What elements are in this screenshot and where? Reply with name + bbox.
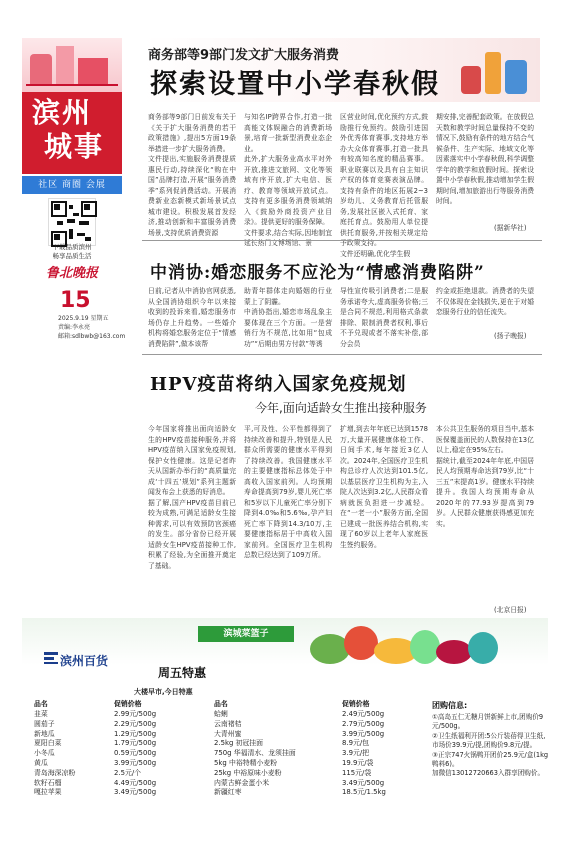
header-price-mid: 促销价格 <box>342 700 370 708</box>
masthead-illustration <box>22 38 122 92</box>
left-item-name: 新地瓜 <box>34 729 55 738</box>
store-logo-icon <box>44 652 58 664</box>
story1-col-3: 区营业时间,优化预约方式,鼓励推行免预约。鼓励引进国外优秀体育赛事,支持地方举办大众体育赛事,打造一批具有较高知名度的精品赛事。职业联赛以及具有自主知识产权的体育竞赛表演品牌。支持有条件的地区拓展2~3岁幼儿、义务教育后托管服务,发展社区嵌入式托育、家庭托育点。鼓励用人单位提供托育服务,并按相关规定给予政策支持。 文件还明确,优化学生假 <box>340 113 428 258</box>
left-item-name: 青岛海深凉粉 <box>34 768 76 777</box>
story3-title: HPV疫苗将纳入国家免疫规划 <box>150 374 407 395</box>
mid-item-price: 115元/袋 <box>342 768 372 777</box>
divider <box>142 240 542 241</box>
mid-item-name: 云南褚桔 <box>214 719 242 728</box>
mid-item-name: 2.5kg 初冠挂面 <box>214 739 264 748</box>
left-item-name: 圆茄子 <box>34 719 55 728</box>
page-number: 15 <box>60 288 91 313</box>
mid-item-price: 2.79元/500g <box>342 719 385 728</box>
ad-week-label: 周五特惠 <box>158 666 207 680</box>
mid-item-name: 750g 华福清水、龙须挂面 <box>214 749 296 758</box>
left-item-name: 软籽石榴 <box>34 778 62 787</box>
store-logo: 滨州百货 <box>60 654 109 668</box>
mid-item-name: 大青州蜜 <box>214 729 242 738</box>
mid-item-name: 内蒙古鲜金蛋小米 <box>214 778 270 787</box>
story2-credit: (扬子晚报) <box>494 332 527 340</box>
group-buy-item: ①高岛五仁无糖月饼新鲜上市,团购价9元/500g。 <box>432 713 544 731</box>
section-bar: 社区 商圈 会展 <box>22 176 122 194</box>
story3-subtitle: 今年,面向适龄女生推出接种服务 <box>255 401 427 415</box>
issue-meta <box>58 314 125 341</box>
mid-item-price: 8.9元/包 <box>342 739 370 748</box>
story2-title: 中消协:婚恋服务不应沦为“情感消费陷阱” <box>150 263 485 283</box>
left-item-price: 2.99元/500g <box>114 710 157 718</box>
left-item-price: 1.79元/500g <box>114 739 157 748</box>
mid-item-price: 3.99元/500g <box>342 729 385 738</box>
qr-caption-line-2: 畅享品质生活 <box>52 252 92 260</box>
masthead-line-2: 城事 <box>44 130 105 163</box>
story1-credit: (据新华社) <box>494 224 527 232</box>
header-name-mid: 品名 <box>214 700 228 708</box>
ad-caption: 大楼早市,今日特惠 <box>134 688 193 696</box>
left-item-price: 4.49元/500g <box>114 778 157 787</box>
left-item-name: 嘎拉苹果 <box>34 788 62 797</box>
issue-date: 2025.9.19 星期五 <box>58 315 109 322</box>
masthead-line-1: 滨州 <box>32 96 93 129</box>
brand-logo: 鲁北晚报 <box>45 266 98 281</box>
story1-title: 探索设置中小学春秋假 <box>150 69 440 100</box>
story1-kicker: 商务部等9部门发文扩大服务消费 <box>148 48 340 63</box>
left-item-price: 3.49元/500g <box>114 788 157 797</box>
mid-item-name: 25kg 中裕原味小麦粉 <box>214 768 282 777</box>
story2-col-2: 助青年群体走向婚姻的行业蒙上了阴霾。 中消协指出,婚恋市场乱象主要体现在三个方面。一是营销行为不规范,比如用“包成功”“后期由男方付款”等诱 <box>244 287 332 348</box>
story3-col-1: 今年国家将推出面向适龄女生的HPV疫苗接种服务,并将HPV疫苗纳入国家免疫规划,保护女性健康。这是记者昨天从国新办举行的“高质量完成‘十四五’规划”系列主题新闻发布会上获悉的好消息。 据了解,国产HPV疫苗目前已较为成熟,可满足适龄女生接种需求,可以有效预防宫颈癌的发生。部分省份已经开展适龄女生HPV疫苗接种工作,积累了经验,为全面推开奠定了基础。 <box>148 425 236 570</box>
story3-col-4: 本公共卫生服务的项目当中,基本医保覆盖面民的人数保持在13亿以上,稳定在95%左右。 据统计,截至2024年年底,中国居民人均预期寿命达到79岁,比“十三五”末提高1岁。健康水平持续提升。我国人均预期寿命从2020年的77.93岁提高到79岁。人民群众健康获得感更加充实。 <box>436 425 534 528</box>
left-item-name: 黄瓜 <box>34 759 48 767</box>
left-item-name: 小冬瓜 <box>34 749 55 758</box>
left-item-price: 2.5元/个 <box>114 768 142 777</box>
masthead <box>22 92 122 174</box>
group-buy-item: ③正宗747火锅鸭开团价25.9元/盒(1kg 鸭料6)。 <box>432 750 549 769</box>
group-buy-info <box>432 700 550 779</box>
qr-caption-line-1: 下载品质滨州 <box>52 243 92 251</box>
story3-col-3: 扩增,到去年年底已达到1578万,大量开展健康体检工作、日间手术,每年接近3亿人次。2024年,全国医疗卫生机构总诊疗人次达到101.5亿,以基层医疗卫生机构为主,入院人次达到3.2亿,人民群众看病就医负担进一步减轻。在“一老一小”服务方面,全国已建成一批医养结合机构,实现了60岁以上老年人家庭医生签约服务。 <box>340 425 428 549</box>
left-item-price: 0.59元/500g <box>114 749 157 758</box>
story2-col-3: 导性宣传吸引消费者;二是服务承诺夸大,虚高服务价格;三是合同不规范,利用格式条款排除、限制消费者权利,事后不予兑现或者不落实补偿,部分会员 <box>340 287 428 348</box>
mid-item-price: 18.5元/1.5kg <box>342 788 386 797</box>
story1-col-4: 期安排,完善配套政策。在放假总天数和教学时间总量保持不变的情况下,鼓励有条件的地方结合气候条件、生产实际、地域文化等因素落实中小学春秋假,科学调整学年的教学和放假时间。探索设置中小学春秋假,推动增加学生假期时间,增加旅游出行等服务消费时间。 <box>436 113 534 205</box>
mid-item-name: 新疆红枣 <box>214 788 242 797</box>
issue-email: 邮箱:sdlbwb@163.com <box>58 333 126 340</box>
mid-item-name: 5kg 中裕特精小麦粉 <box>214 759 278 767</box>
group-buy-item: ②卫生纸福利开团:5公斤装蓓得卫生纸,市场价39.9元/提,团购价9.8元/提。 <box>432 731 546 750</box>
story3-credit: (北京日报) <box>494 606 527 614</box>
story3-col-2: 平,可及性、公平性都得到了持续改善和提升,特别是人民群众所需要的健康水平得到了持续改善。我国健康水平的主要健康指标总体处于中高收入国家前列。人均预期寿命提高到79岁,婴儿死亡率和5岁以下儿童死亡率分别下降到4.0‰和5.6‰,孕产妇死亡率下降到14.3/10万,主要健康指标居于中高收入国家前列。全国医疗卫生机构总数已经达到了109万所。 <box>244 425 332 559</box>
qr-caption <box>22 243 122 261</box>
left-item-price: 1.29元/500g <box>114 729 157 738</box>
story1-col-2: 与知名IP跨界合作,打造一批高能文体娱融合的消费新场景,培育一批新型消费业态企业。 此外,扩大服务业高水平对外开放,推进文旅网、文化等领域有序开放,扩大电信、医疗、教育等领域开放试点。支持有更多服务消费领域纳入《鼓励外商投资产业目录》。提供更好的服务保障。 文件要求,结合实际,因地制宜延长热门文博场馆、景 <box>244 113 332 247</box>
ad-vegetable-photo <box>300 620 540 672</box>
qr-code <box>48 198 96 246</box>
story2-col-1: 日前,记者从中消协官网获悉,从全国消协组织今年以来接收到的投诉来看,婚恋服务市场仍存上升趋势。一些婚介机构将婚恋服务定位于“情感消费陷阱”,做本该帮 <box>148 287 236 348</box>
left-item-name: 韭菜 <box>34 710 48 718</box>
left-item-price: 2.29元/500g <box>114 719 157 728</box>
issue-editor: 责编:李永亮 <box>58 324 91 331</box>
story2-col-4: 约金或拒绝退款。消费者的失望不仅体现在金钱损失,更在于对婚恋服务行业的信任流失。 <box>436 287 534 316</box>
mid-item-price: 3.49元/500g <box>342 778 385 787</box>
mid-item-price: 2.49元/500g <box>342 710 385 718</box>
story1-illustration <box>455 42 535 98</box>
story1-col-1: 商务部等9部门日前发布关于《关于扩大服务消费的若干政策措施》,提出5方面19条举措进一步扩大服务消费。 文件提出,实施服务消费提质惠民行动,持续深化“购在中国”品牌打造,开展“服务消费季”系列促消费活动。开展消费新业态新模式新场景试点城市建设。积极发展首发经济,推动创新和丰富服务消费场景,支持优质消费资源 <box>148 113 236 237</box>
left-item-price: 3.99元/500g <box>114 759 157 767</box>
mid-item-price: 19.9元/袋 <box>342 759 374 767</box>
mid-item-name: 蛤蜊 <box>214 710 228 718</box>
group-buy-item: 加微信13012720663入群享团购价。 <box>432 769 545 778</box>
mid-item-price: 3.9元/把 <box>342 749 370 758</box>
header-price-left: 促销价格 <box>114 700 142 708</box>
ad-tab: 滨城菜篮子 <box>198 626 294 642</box>
group-buy-title: 团购信息: <box>432 701 468 710</box>
divider <box>142 354 542 355</box>
header-name-left: 品名 <box>34 700 48 708</box>
left-item-name: 夏阳白菜 <box>34 739 62 748</box>
